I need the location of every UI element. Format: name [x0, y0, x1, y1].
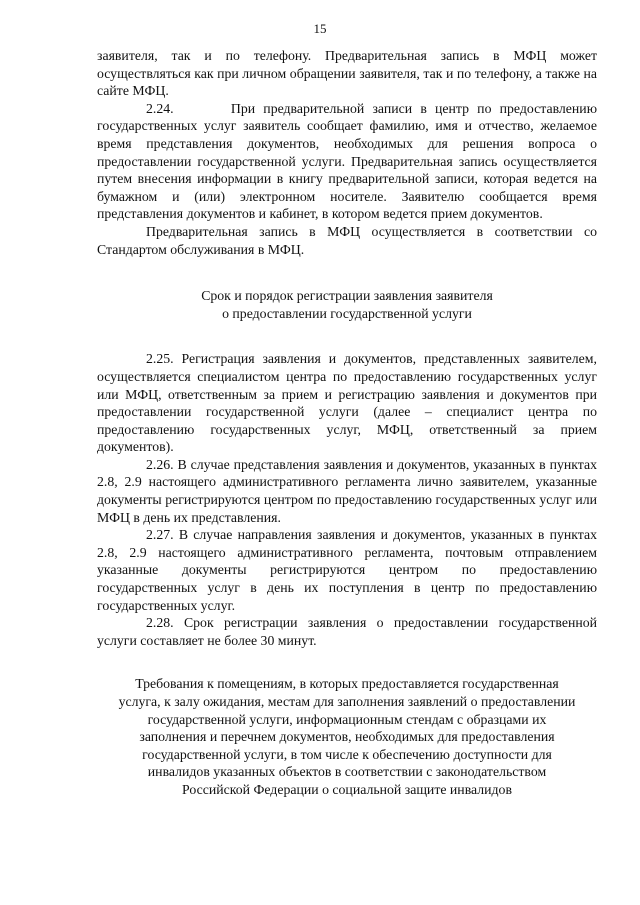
document-body: [97, 47, 597, 799]
heading-line: о предоставлении государственной услуги: [222, 305, 472, 321]
paragraph-2-25: 2.25. Регистрация заявления и документов, представленных заявителем, осуществляется специалистом центра по предоставлению государственных услуг или МФЦ, ответственным за прием и регистрацию заявления и документов при предоставлении государственной услуги (далее – специалист центра по предоставлению государственных услуг, МФЦ, ответственный за прием документов).: [97, 351, 597, 455]
paragraph-2-24: 2.24. При предварительной записи в центр по предоставлению государственных услуг заявитель сообщает фамилию, имя и отчество, желаемое время представления документов, необходимых для решения вопроса о предоставлении государственной услуги. Предварительная запись осуществляется путем внесения информации в книгу предварительной записи, которая ведется на бумажном и (или) электронном носителе. Заявителю сообщается время представления документов и кабинет, в котором ведется прием документов.: [97, 100, 597, 222]
heading-line: Российской Федерации о социальной защите инвалидов: [182, 781, 512, 797]
heading-line: инвалидов указанных объектов в соответствии с законодательством: [147, 764, 547, 780]
paragraph-2-28: 2.28. Срок регистрации заявления о предоставлении государственной услуги составляет не более 30 минут.: [97, 615, 597, 648]
paragraph-2-26: 2.26. В случае представления заявления и документов, указанных в пунктах 2.8, 2.9 настоящего административного регламента лично заявителем, указанные документы регистрируются центром по предоставлению государственных услуг или МФЦ в день их представления.: [97, 456, 597, 525]
section-heading-premises: [97, 675, 597, 798]
heading-line: Срок и порядок регистрации заявления заявителя: [201, 288, 493, 304]
paragraph-2-27: 2.27. В случае направления заявления и документов, указанных в пунктах 2.8, 2.9 настоящего административного регламента, почтовым отправлением указанные документы регистрируются центром по предоставлению государственных услуг в день их поступления в центр по предоставлению государственных услуг.: [97, 527, 597, 613]
paragraph-continuation: заявителя, так и по телефону. Предварительная запись в МФЦ может осуществляться как при личном обращении заявителя, так и по телефону, а также на сайте МФЦ.: [97, 48, 597, 99]
heading-line: государственной услуги, в том числе к обеспечению доступности для: [142, 746, 552, 762]
heading-line: государственной услуги, информационным стендам с образцами их: [147, 711, 547, 727]
heading-line: заполнения и перечнем документов, необходимых для предоставления: [139, 729, 555, 745]
paragraph-mfc-standard: Предварительная запись в МФЦ осуществляется в соответствии со Стандартом обслуживания в МФЦ.: [97, 223, 597, 257]
section-heading-registration: [97, 287, 597, 322]
page-number: 15: [313, 21, 327, 36]
heading-line: Требования к помещениям, в которых предоставляется государственная: [135, 676, 559, 692]
heading-line: услуга, к залу ожидания, местам для заполнения заявлений о предоставлении: [118, 694, 576, 709]
